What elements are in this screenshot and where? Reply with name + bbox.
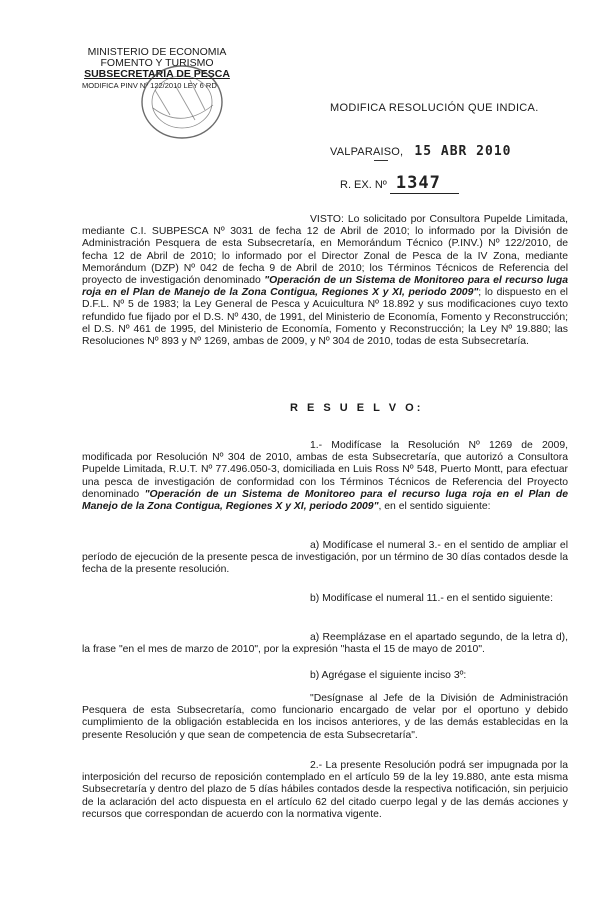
item-b-text: b) Modifícase el numeral 11.- en el sentido siguiente: (310, 593, 553, 604)
document-title: MODIFICA RESOLUCIÓN QUE INDICA. (330, 102, 539, 114)
quote-text: "Desígnase al Jefe de la División de Administración Pesquera de esta Subsecretaría, como funcionario encargado de velar por el oportuno y debido cumplimiento de la obligación establecida en los incisos anteriores, y de las demás establecidas en la presente Resolución y que sean de competencia de esta Subsecretaría". (82, 693, 568, 741)
subitem-b-text: b) Agrégase el siguiente inciso 3º: (310, 670, 467, 681)
place-label: VALPARAISO, (330, 146, 404, 158)
visto-text-1: VISTO: Lo solicitado por Consultora Pupelde Limitada, mediante C.I. SUBPESCA Nº 3031 de fecha 12 de Abril de 2010; lo informado por la División de Administración Pesquera de esta Subsecretaría, en Memorándum Técnico (P.INV.) Nº 122/2010, de fecha 12 de Abril de 2010; lo informado por el Director Zonal de Pesca de la IV Zona, mediante Memorándum (DZP) Nº 042 de fecha 9 de Abril de 2010; los Términos Técnicos de Referencia del proyecto de investigación denominado (82, 214, 568, 287)
letterhead-department: FOMENTO Y TURISMO (100, 57, 214, 69)
article-1-text: 1.- Modifícase la Resolución Nº 1269 de 2009, modificada por Resolución Nº 304 de 2010, ambas de esta Subsecretaría, que autorizó a Consultora Pupelde Limitada, R.U.T. Nº 77.496.050-3, domiciliada en Luis Ross Nº 548, Puerto Montt, para efectuar una pesca de investigación de conformidad con los Términos Técnicos de Referencia del Proyecto denominado (82, 440, 568, 500)
item-b-subitem-b (82, 670, 568, 682)
article-1-paragraph (82, 440, 568, 513)
inserted-clause-quote (82, 693, 568, 742)
article-2-text: 2.- La presente Resolución podrá ser impugnada por la interposición del recurso de reposición contemplado en el artículo 59 de la ley 19.880, ante esta misma Subsecretaría y dentro del plazo de 5 días hábiles contados desde la respectiva notificación, sin perjuicio de la aclaración del acto dispuesta en el artículo 62 del citado cuerpo legal y de las demás acciones y recursos que correspondan de acuerdo con la normativa vigente. (82, 760, 568, 820)
article-1-item-a (82, 540, 568, 577)
resuelvo-heading: R E S U E L V O: (290, 402, 424, 414)
item-b-subitem-a (82, 632, 568, 656)
letterhead-ministry: MINISTERIO DE ECONOMIA (87, 46, 227, 58)
article-2-paragraph (82, 760, 568, 821)
dash-mark (374, 160, 388, 161)
date-stamp: 15 ABR 2010 (414, 144, 512, 159)
visto-paragraph (82, 214, 568, 348)
article-1-project-title: "Operación de un Sistema de Monitoreo para el recurso luga roja en el Plan de Manejo de la Zona Contigua, Regiones X y XI, periodo 2009" (82, 488, 568, 513)
item-a-text: a) Modifícase el numeral 3.- en el sentido de ampliar el período de ejecución de la presente pesca de investigación, por un término de 30 días contados desde la fecha de la presente resolución. (82, 540, 568, 576)
article-1-item-b (82, 593, 568, 605)
rex-number: 1347 (390, 173, 459, 194)
subitem-a-text: a) Reemplázase en el apartado segundo, de la letra d), la frase "en el mes de marzo de 2010", por la expresión "hasta el 15 de mayo de 2010". (82, 632, 568, 656)
visto-text-2: ; lo dispuesto en el D.F.L. Nº 5 de 1983; la Ley General de Pesca y Acuicultura Nº 18.892 y sus modificaciones cuyo texto refundido fue fijado por el D.S. Nº 430, de 1991, del Ministerio de Economía, Fomento y Reconstrucción; el D.S. Nº 461 de 1995, del Ministerio de Economía, Fomento y Reconstrucción; la Ley Nº 19.880; las Resoluciones Nº 893 y Nº 1269, ambas de 2009, y Nº 304 de 2010, todas de esta Subsecretaría. (82, 287, 568, 348)
letterhead-reference: MODIFICA PINV Nº 122/2010 LEY 6 RD (82, 81, 217, 90)
official-seal-stamp (135, 60, 230, 145)
resolution-number (340, 173, 459, 193)
letterhead-subsecretaria: SUBSECRETARIA DE PESCA (84, 68, 230, 80)
visto-project-title: "Operación de un Sistema de Monitoreo para el recurso luga roja en el Plan de Manejo de la Zona Contigua, Regiones X y XI, periodo 2009" (82, 275, 568, 299)
article-1-end: , en el sentido siguiente: (378, 501, 491, 513)
place-and-date (330, 144, 511, 159)
rex-label: R. EX. Nº (340, 179, 387, 191)
